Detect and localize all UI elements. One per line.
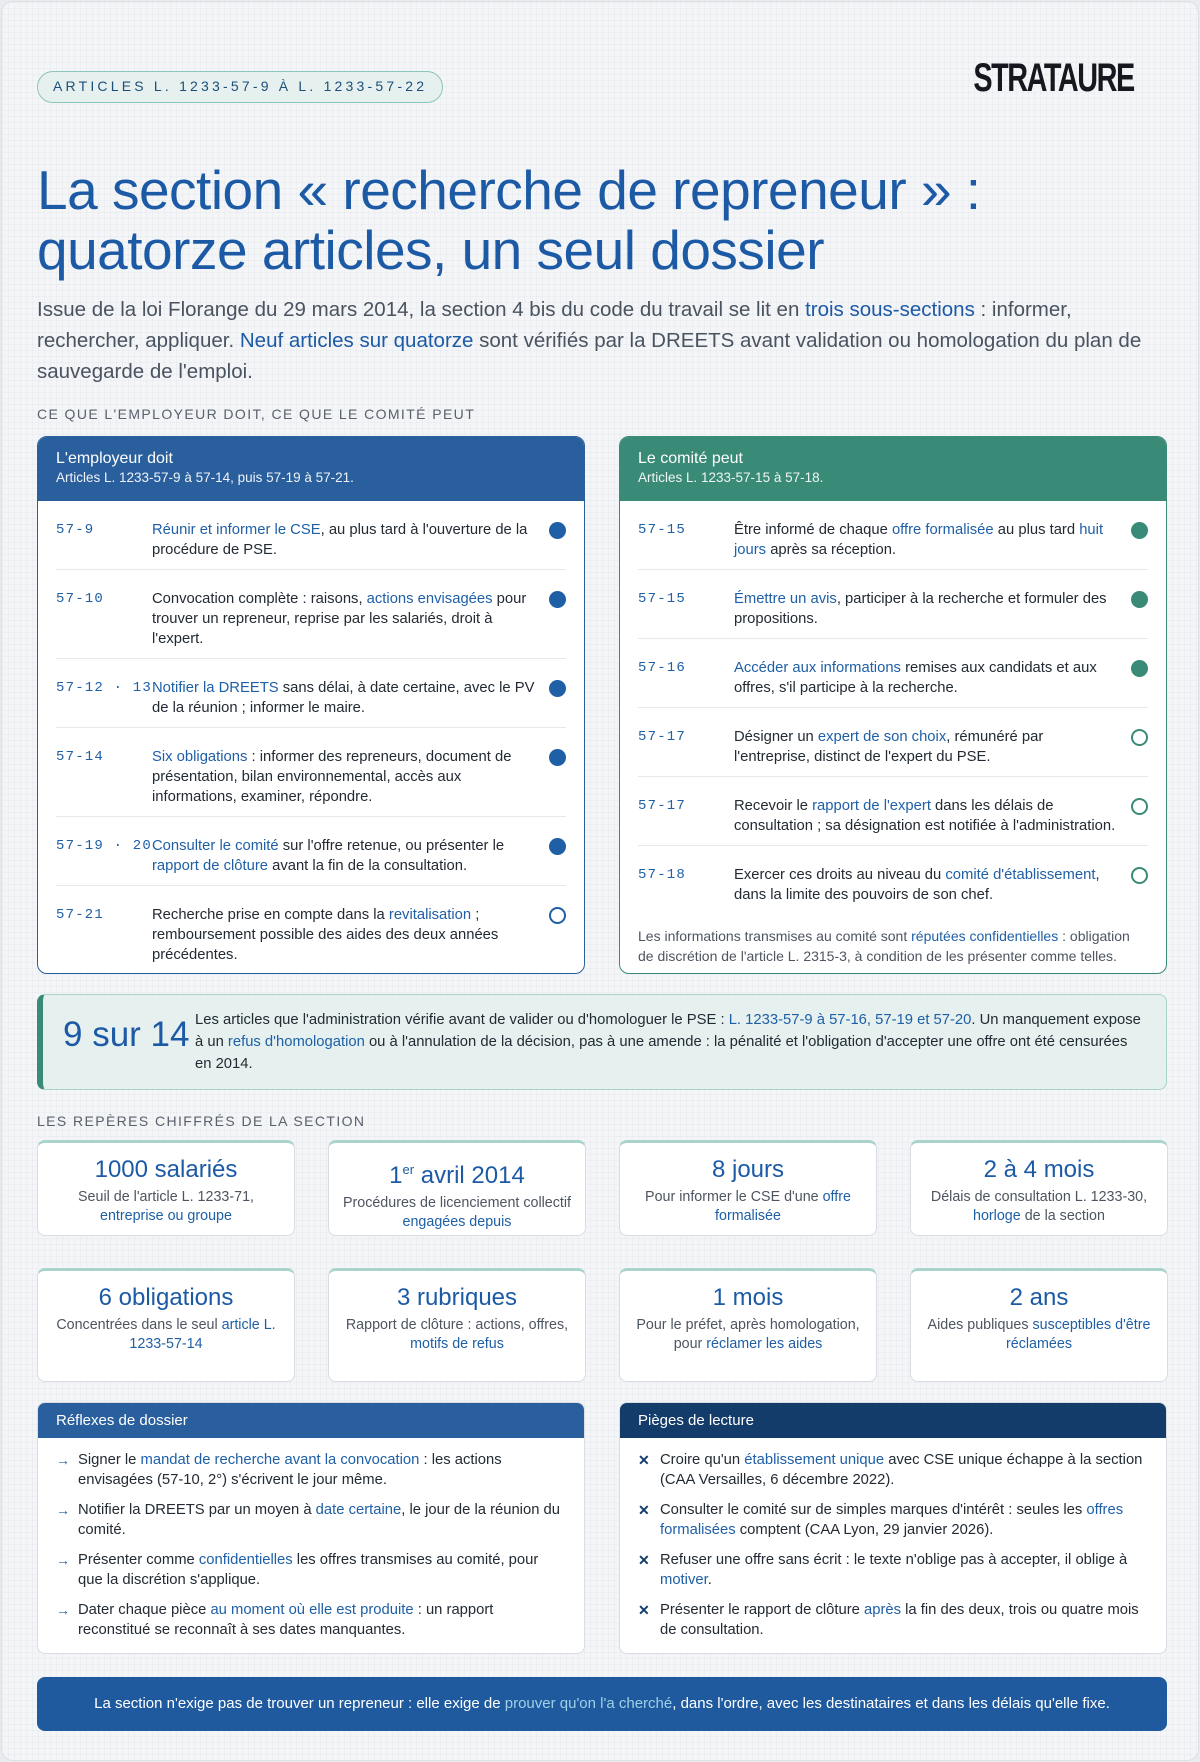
section-label-obligations: CE QUE L'EMPLOYEUR DOIT, CE QUE LE COMITÉ PEUT [37,406,476,422]
stat-card [328,1140,586,1236]
list-item-highlight: établissement unique [744,1452,885,1468]
stat-desc-text: Concentrées dans le seul [56,1317,222,1333]
status-marker [548,747,566,766]
list-item-text [660,1500,1148,1540]
status-marker [1130,865,1148,884]
list-item-part: Croire qu'un [660,1452,745,1468]
article-text-part: Recherche prise en compte dans la [152,907,389,923]
article-text-part: Exercer ces droits au niveau du [734,867,946,883]
stat-desc-highlight: offre formalisée [715,1189,851,1224]
stat-desc-text: Aides publiques [927,1317,1033,1333]
intro-text: Issue de la loi Florange du 29 mars 2014, la section 4 bis du code du travail se lit en [37,298,806,321]
open-dot-icon [1131,867,1148,884]
list-item-highlight: motiver [660,1572,708,1588]
article-code: 57-19 · 20 [56,838,153,854]
callout-part: . Un manquement expose à un [195,1012,1141,1050]
open-dot-icon [1131,729,1148,746]
article-text-part: , au plus tard à l'ouverture de la procédure de PSE. [152,522,528,558]
list-item [638,1550,1148,1590]
list-item-text [78,1450,566,1490]
stat-value: 6 obligations [98,1284,234,1311]
filled-dot-icon [1131,660,1148,677]
list-item [56,1550,566,1590]
reflexes-title: Réflexes de dossier [38,1403,584,1438]
article-highlight: Six obligations [152,749,248,765]
stat-desc-highlight: article L. 1233-57-14 [129,1317,276,1352]
list-item-highlight: confidentielles [198,1552,293,1568]
stat-value: 1 mois [712,1284,784,1311]
article-text-part: au plus tard [993,522,1080,538]
list-item-part: Refuser une offre sans écrit : le texte n'oblige pas à accepter, il oblige à [660,1552,1128,1568]
filled-dot-icon [1131,522,1148,539]
stat-desc-text: Pour le préfet, après homologation, pour [636,1317,860,1352]
list-item [56,1450,566,1490]
cross-icon: ✕ [638,1502,650,1518]
list-item-part: , le jour de la réunion du comité. [78,1502,560,1538]
intro-text: sont vérifiés par la DREETS avant validation ou homologation du plan de sauvegarde de l'emploi. [37,329,1142,383]
stat-description [620,1185,876,1226]
list-item-part: : les actions envisagées (57-10, 2°) s'écrivent le jour même. [78,1452,502,1488]
title-line-1: La section « recherche de repreneur » : [37,159,981,221]
article-row [638,639,1148,708]
stat-card [910,1268,1168,1382]
stat-desc-text: Procédures de licenciement collectif [342,1195,572,1211]
status-marker [548,520,566,539]
stat-desc-highlight: réclamer les aides [706,1336,823,1352]
article-text [152,747,548,807]
status-marker [548,589,566,608]
article-row [56,728,566,817]
article-text-part: Recevoir le [734,798,813,814]
banner-highlight: prouver qu'on l'a cherché [504,1695,673,1712]
callout-highlight: L. 1233-57-9 à 57-16, 57-19 et 57-20 [728,1012,972,1028]
intro-highlight: trois sous-sections [805,298,975,321]
stat-value: 1000 salariés [94,1156,238,1183]
stat-card [619,1140,877,1236]
article-row [56,570,566,659]
article-row [56,659,566,728]
banner-text: La section n'exige pas de trouver un repreneur : elle exige de [94,1695,505,1712]
article-code: 57-18 [638,867,687,883]
article-row [638,777,1148,846]
article-text [734,658,1130,698]
list-item-part: . [707,1572,712,1588]
list-item-part: la fin des deux, trois ou quatre mois de consultation. [660,1602,1139,1638]
status-marker [548,836,566,855]
filled-dot-icon [549,680,566,697]
article-highlight: comité d'établissement [945,867,1096,883]
article-text [152,678,548,718]
article-text-part: dans les délais de consultation ; sa désignation est notifiée à l'administration. [734,798,1116,834]
arrow-right-icon: → [56,1552,70,1568]
cross-icon: ✕ [638,1552,650,1568]
list-item-part: les offres transmises au comité, pour que la discrétion s'applique. [78,1552,539,1588]
stat-desc-text: Délais de consultation L. 1233-30, [930,1189,1148,1205]
title-line-2: quatorze articles, un seul dossier [37,219,825,281]
pitfalls-list [620,1438,1166,1640]
article-text-part: sans délai, à date certaine, avec le PV de la réunion ; informer le maire. [152,680,535,716]
callout-highlight: refus d'homologation [227,1034,365,1050]
article-text-part: , dans la limite des pouvoirs de son chef. [734,867,1100,903]
list-item-highlight: au moment où elle est produite [210,1602,414,1618]
article-highlight: actions envisagées [366,591,493,607]
filled-dot-icon [549,591,566,608]
list-item-part: avec CSE unique échappe à la section (CAA Versailles, 6 décembre 2022). [660,1452,1143,1488]
stat-description [329,1313,585,1354]
stat-value-sup: er [402,1162,415,1177]
stat-desc-text: de la section [1020,1208,1105,1224]
list-item-text [78,1550,566,1590]
stat-desc-highlight: engagées depuis [402,1214,512,1230]
stat-card [37,1268,295,1382]
article-highlight: Consulter le comité [152,838,279,854]
employer-card-subtitle: Articles L. 1233-57-9 à 57-14, puis 57-19 à 57-21. [56,470,354,485]
article-code: 57-10 [56,591,105,607]
list-item-highlight: mandat de recherche avant la convocation [140,1452,420,1468]
employer-card-header [38,437,584,501]
list-item-highlight: offres formalisées [660,1502,1124,1538]
cross-icon: ✕ [638,1452,650,1468]
article-text [734,589,1130,629]
article-code: 57-15 [638,591,687,607]
committee-card-title: Le comité peut [638,450,743,467]
list-item-highlight: après [863,1602,901,1618]
arrow-right-icon: → [56,1502,70,1518]
stat-desc-highlight: motifs de refus [410,1336,504,1352]
conclusion-banner [37,1677,1167,1731]
stat-value: 2 à 4 mois [983,1156,1095,1183]
article-code: 57-9 [56,522,95,538]
stat-description [911,1185,1167,1226]
article-code: 57-12 · 13 [56,680,153,696]
article-text [734,865,1130,905]
article-row [56,886,566,974]
article-code: 57-17 [638,798,687,814]
article-text-part: pour trouver un repreneur, reprise par les salariés, droit à l'expert. [152,591,527,647]
list-item-text [660,1450,1148,1490]
section-label-figures: LES REPÈRES CHIFFRÉS DE LA SECTION [37,1113,366,1129]
list-item [638,1450,1148,1490]
stat-description [38,1185,294,1226]
list-item [56,1600,566,1640]
committee-rows [620,501,1166,914]
list-item-part: : un rapport reconstitué se reconnaît à ses dates manquantes. [78,1602,494,1638]
article-highlight: expert de son choix [817,729,947,745]
stat-desc-text: Seuil de l'article L. 1233-71, [78,1189,254,1205]
article-row [56,817,566,886]
article-text-part: ; remboursement possible des aides des deux années précédentes. [152,907,499,963]
article-text [152,589,548,649]
list-item-text [78,1600,566,1640]
list-item [638,1500,1148,1540]
page [1,1,1199,1761]
callout-text [195,1009,1145,1075]
article-text [734,796,1130,836]
list-item-part: Dater chaque pièce [78,1602,211,1618]
stat-desc-highlight: susceptibles d'être réclamées [1006,1317,1151,1352]
stat-card [910,1140,1168,1236]
filled-dot-icon [1131,591,1148,608]
article-code: 57-15 [638,522,687,538]
article-highlight: Émettre un avis [734,591,837,607]
note-highlight: réputées confidentielles [911,928,1059,944]
reflexes-box [37,1402,585,1654]
committee-card [619,436,1167,974]
employer-rows [38,501,584,974]
stat-value: 3 rubriques [396,1284,518,1311]
article-text-part: , rémunéré par l'entreprise, distinct de l'expert du PSE. [734,729,1044,765]
article-row [638,708,1148,777]
callout-part: ou à l'annulation de la décision, pas à une amende : la pénalité et l'obligation d'accepter une offre ont été censurées en 2014. [195,1034,1128,1072]
stat-description [329,1191,585,1232]
article-text-part: sur l'offre retenue, ou présenter le [278,838,505,854]
callout-part: Les articles que l'administration vérifie avant de valider ou d'homologuer le PSE : [195,1012,729,1028]
list-item-part: Notifier la DREETS par un moyen à [78,1502,316,1518]
banner-text: , dans l'ordre, avec les destinataires et dans les délais qu'elle fixe. [672,1695,1110,1712]
article-highlight: huit jours [734,522,1104,558]
article-text [734,520,1130,560]
stat-description [911,1313,1167,1354]
article-text [734,727,1130,767]
stat-card [619,1268,877,1382]
article-row [638,501,1148,570]
stat-desc-text: Pour informer le CSE d'une [645,1189,823,1205]
stat-desc-highlight: horloge [973,1208,1021,1224]
filled-dot-icon [549,749,566,766]
callout-value: 9 sur 14 [63,1015,190,1054]
article-text-part: , participer à la recherche et formuler des propositions. [734,591,1107,627]
list-item-part: Signer le [78,1452,141,1468]
article-text-part: remises aux candidats et aux offres, s'il participe à la recherche. [734,660,1097,696]
open-dot-icon [1131,798,1148,815]
open-dot-icon [549,907,566,924]
article-text-part: après sa réception. [766,542,897,558]
list-item-text [78,1500,566,1540]
status-marker [1130,658,1148,677]
article-text [152,836,548,876]
article-highlight: revitalisation [388,907,472,923]
status-marker [1130,520,1148,539]
article-text-part: : informer des repreneurs, document de présentation, bilan environnemental, accès aux informations, examiner, répondre. [152,749,512,805]
article-row [638,846,1148,914]
article-highlight: Accéder aux informations [734,660,901,676]
article-code: 57-21 [56,907,105,923]
stat-value-part: avril 2014 [414,1162,525,1189]
intro-paragraph [37,294,1177,387]
note-text: Les informations transmises au comité sont [638,928,912,944]
list-item [638,1600,1148,1640]
brand-logo: STRATAURE [973,56,1134,100]
list-item-part: comptent (CAA Lyon, 29 janvier 2026). [735,1522,994,1538]
stat-value: 2 ans [1009,1284,1069,1311]
article-row [56,501,566,570]
list-item-text [660,1600,1148,1640]
reflexes-list [38,1438,584,1640]
key-figure-callout [37,994,1167,1090]
article-highlight: offre formalisée [891,522,994,538]
article-text [152,520,548,560]
stat-description [38,1313,294,1354]
list-item-highlight: date certaine [315,1502,402,1518]
list-item-part: Présenter le rapport de clôture [660,1602,864,1618]
article-highlight: Notifier la DREETS [152,680,279,696]
cross-icon: ✕ [638,1602,650,1618]
article-text-part: Être informé de chaque [734,522,892,538]
stat-value [329,1155,585,1191]
pitfalls-title: Pièges de lecture [620,1403,1166,1438]
status-marker [1130,727,1148,746]
stat-desc-highlight: entreprise ou groupe [100,1208,232,1224]
article-highlight: Réunir et informer le CSE [152,522,321,538]
employer-card-title: L'employeur doit [56,450,173,467]
status-marker [1130,589,1148,608]
article-range-badge: ARTICLES L. 1233-57-9 À L. 1233-57-22 [37,71,443,103]
stat-description [620,1313,876,1354]
article-text [152,905,548,965]
filled-dot-icon [549,522,566,539]
article-highlight: rapport de clôture [152,858,268,874]
stat-value: 8 jours [711,1156,785,1183]
confidentiality-note [620,914,1166,966]
intro-highlight: Neuf articles sur quatorze [239,329,474,352]
committee-card-subtitle: Articles L. 1233-57-15 à 57-18. [638,470,824,485]
stat-value-part: 1 [389,1162,403,1189]
employer-card [37,436,585,974]
article-text-part: avant la fin de la consultation. [267,858,468,874]
article-text-part: Convocation complète : raisons, [152,591,367,607]
article-code: 57-16 [638,660,687,676]
article-highlight: rapport de l'expert [812,798,931,814]
stat-card [328,1268,586,1382]
list-item-part: Présenter comme [78,1552,199,1568]
stat-card [37,1140,295,1236]
filled-dot-icon [549,838,566,855]
article-code: 57-17 [638,729,687,745]
pitfalls-box [619,1402,1167,1654]
committee-card-header [620,437,1166,501]
arrow-right-icon: → [56,1452,70,1468]
note-text: : obligation de discrétion de l'article L. 2315-3, à condition de les présenter comme telles. [638,928,1130,964]
article-text-part: Désigner un [734,729,818,745]
arrow-right-icon: → [56,1602,70,1618]
list-item-part: Consulter le comité sur de simples marques d'intérêt : seules les [660,1502,1087,1518]
status-marker [548,905,566,924]
page-title [37,160,1167,280]
article-code: 57-14 [56,749,105,765]
status-marker [548,678,566,697]
stat-desc-text: Rapport de clôture : actions, offres, [345,1317,569,1333]
list-item-text [660,1550,1148,1590]
article-row [638,570,1148,639]
intro-text: : informer, rechercher, appliquer. [37,298,1072,352]
list-item [56,1500,566,1540]
status-marker [1130,796,1148,815]
